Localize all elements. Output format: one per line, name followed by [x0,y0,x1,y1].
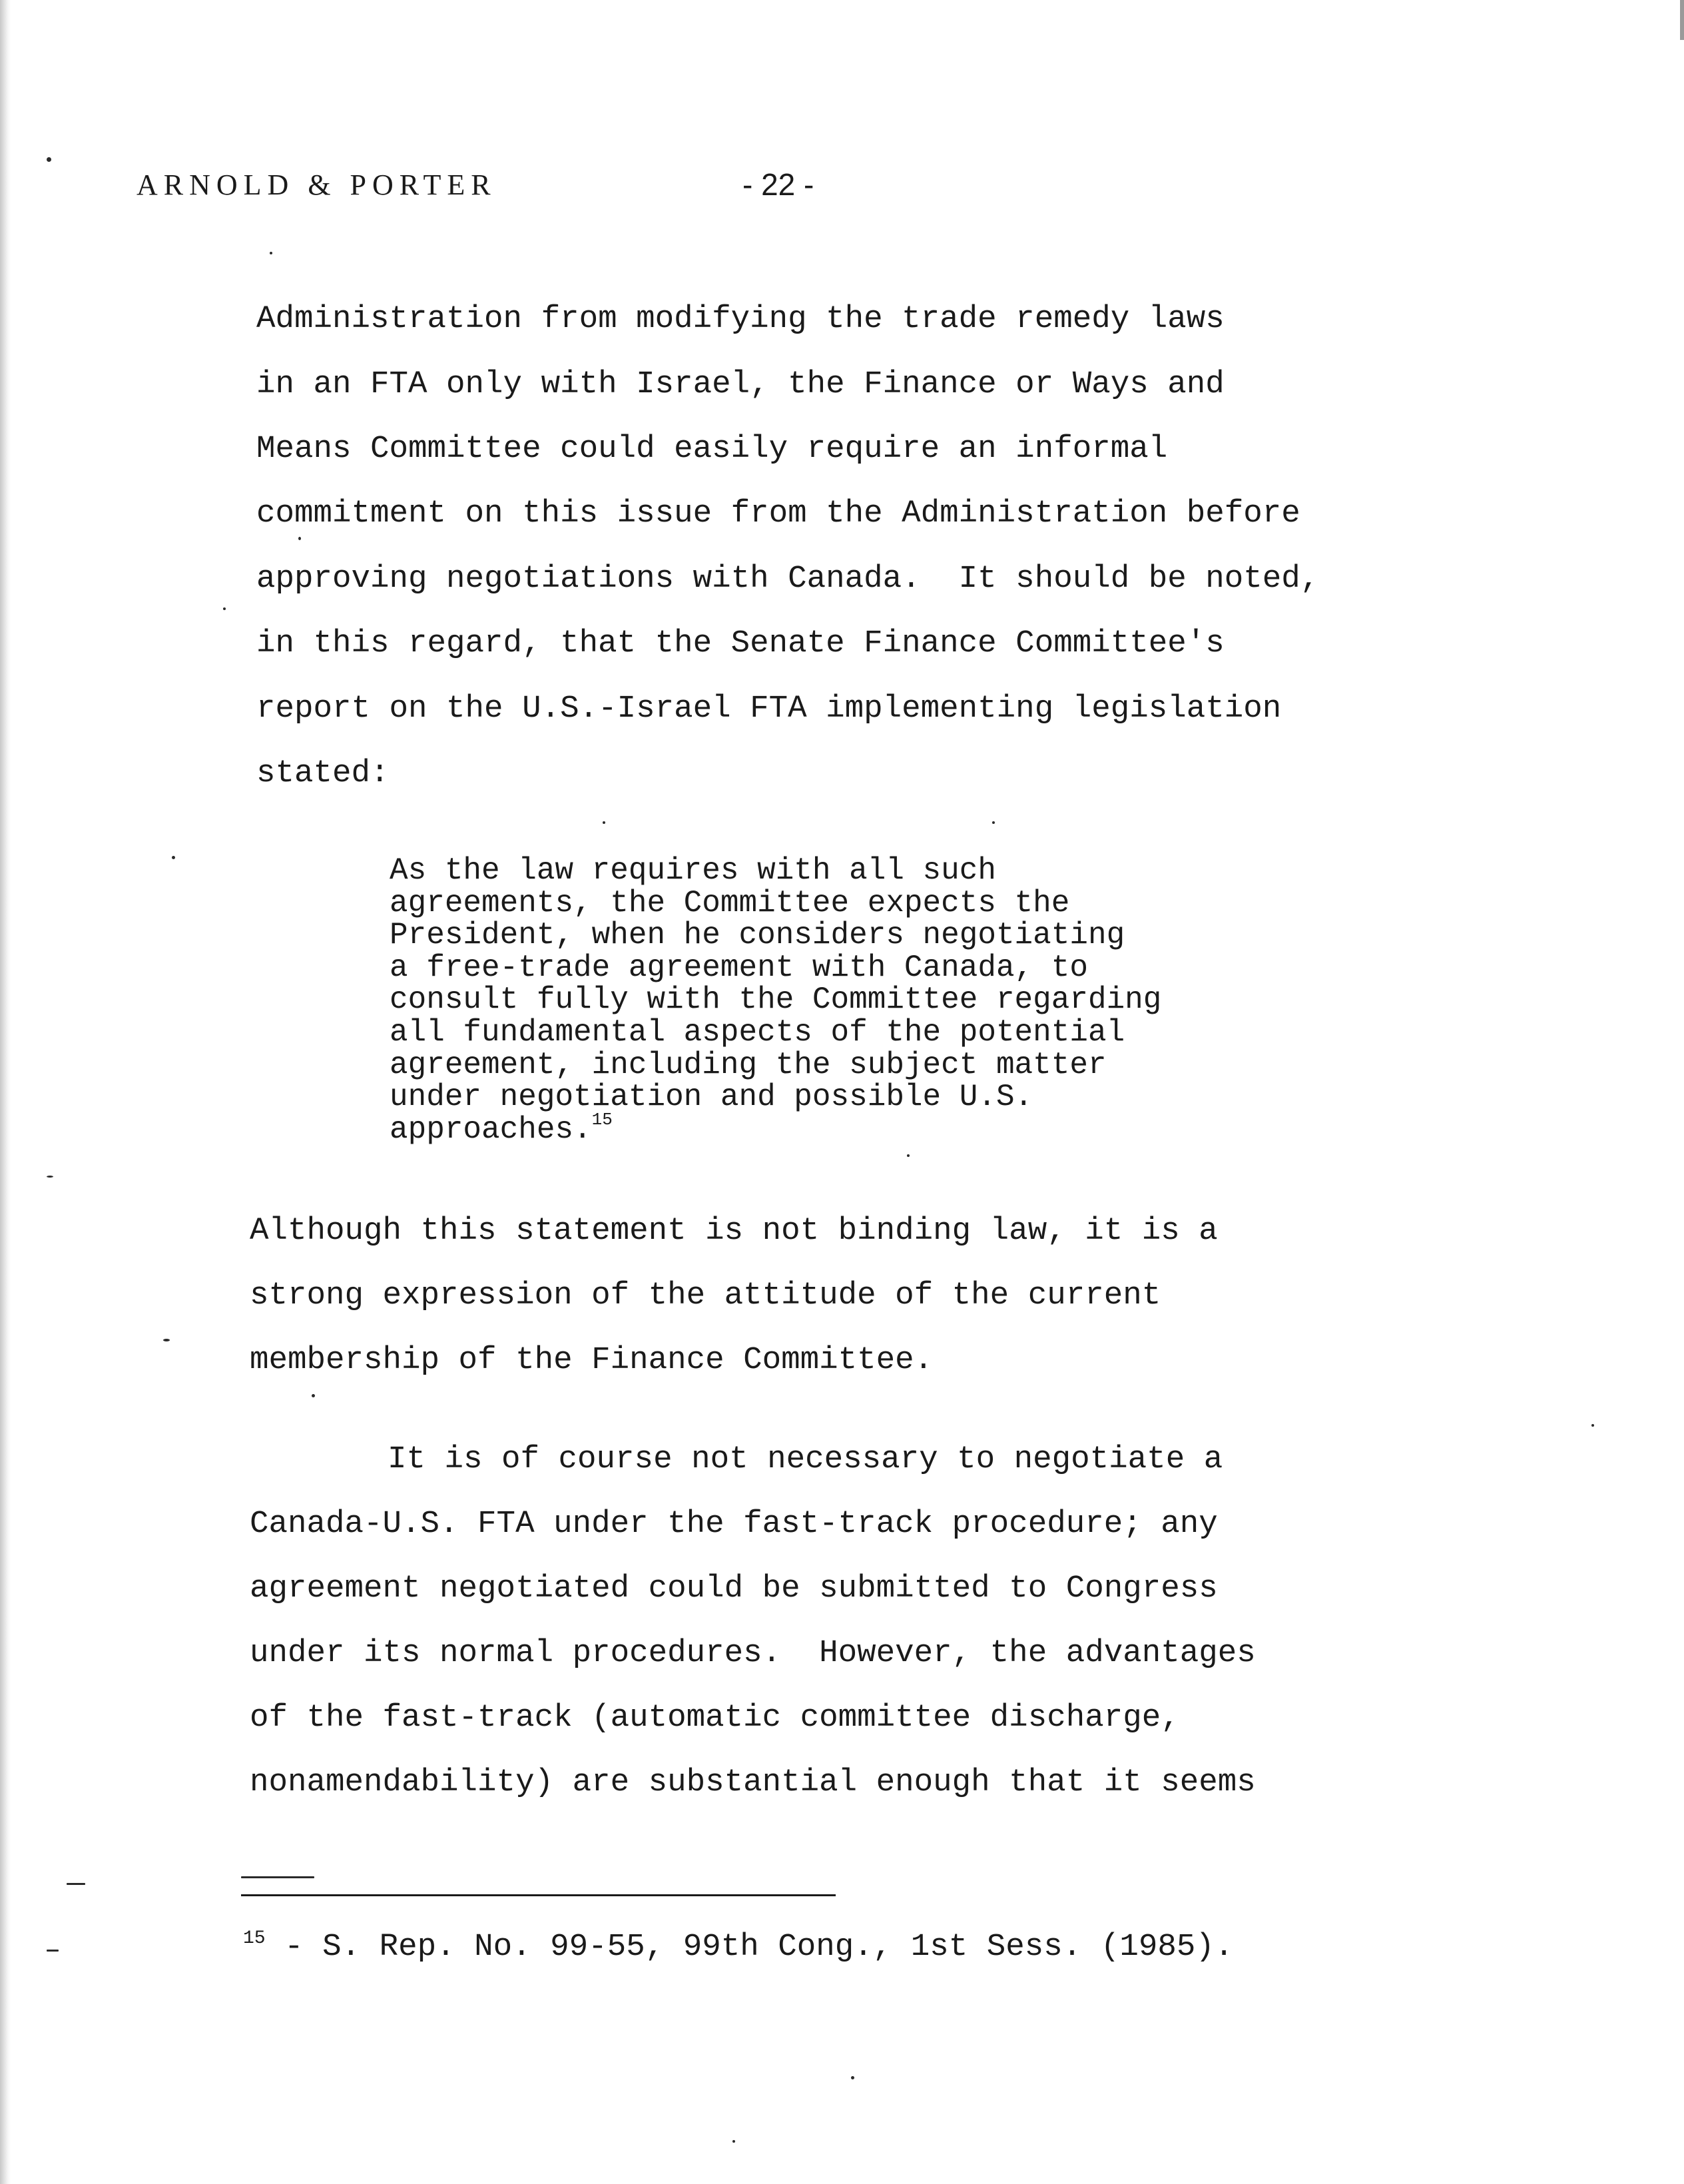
scan-speck [603,821,605,824]
quote-line-5: consult fully with the Committee regarding [390,982,1162,1018]
block-quote [390,855,1161,1146]
scan-edge-right [1680,0,1684,40]
paragraph-3-line-2: Canada-U.S. FTA under the fast-track procedure; any [250,1506,1218,1542]
paragraph-2-line-2: strong expression of the attitude of the current [250,1277,1161,1313]
paragraph-3-line-3: agreement negotiated could be submitted to Congress [250,1571,1218,1607]
quote-line-8: under negotiation and possible U.S. [390,1080,1033,1115]
paragraph-3-line-1: It is of course not necessary to negotiate a [388,1441,1223,1477]
scan-speck [47,157,51,162]
quote-line-9-text: approaches. [390,1112,592,1147]
paragraph-2-line-1: Although this statement is not binding law, it is a [250,1213,1218,1249]
scan-speck [992,821,995,824]
paragraph-3-line-6: nonamendability) are substantial enough that it seems [250,1764,1256,1800]
footnote-text: S. Rep. No. 99-55, 99th Cong., 1st Sess. (1985). [322,1929,1234,1965]
footnote-number: 15 [243,1928,266,1949]
scan-speck [163,1339,170,1341]
scan-speck [223,607,226,610]
scan-speck [172,856,175,859]
quote-line-6: all fundamental aspects of the potential [390,1014,1125,1050]
quote-line-4: a free-trade agreement with Canada, to [390,950,1088,985]
paragraph-1-line-8: stated: [256,755,390,791]
scan-speck [47,1176,53,1178]
footnote-dash: - [265,1929,323,1965]
firm-name-header: ARNOLD & PORTER [137,169,497,201]
footnote-reference[interactable]: 15 [591,1109,613,1130]
scan-smudge [67,1883,85,1885]
paragraph-1-line-1: Administration from modifying the trade remedy laws [256,301,1225,337]
scan-speck [312,1394,315,1397]
quote-line-7: agreement, including the subject matter [390,1047,1107,1082]
page-number: - 22 - [742,167,814,202]
scan-smudge [241,1876,314,1878]
scan-speck [851,2076,854,2079]
quote-line-1: As the law requires with all such [390,853,996,888]
scan-speck [298,537,301,540]
quote-line-2: agreements, the Committee expects the [390,885,1070,920]
paragraph-1-line-3: Means Committee could easily require an informal [256,431,1168,467]
paragraph-2-line-3: membership of the Finance Committee. [250,1342,934,1378]
scan-edge-left [0,0,11,2184]
scan-smudge [47,1950,59,1952]
paragraph-1-line-5: approving negotiations with Canada. It should be noted, [256,561,1320,597]
scan-speck [907,1154,910,1157]
scan-speck [732,2140,735,2143]
quote-line-3: President, when he considers negotiating [390,918,1125,953]
paragraph-1-line-4: commitment on this issue from the Administration before [256,496,1300,532]
quote-line-9 [390,1109,1161,1147]
paragraph-1-line-2: in an FTA only with Israel, the Finance or Ways and [256,366,1225,402]
footnote [243,1928,1234,1965]
scan-speck [1591,1424,1594,1427]
paragraph-3-line-4: under its normal procedures. However, the advantages [250,1635,1256,1671]
footnote-divider [241,1894,836,1896]
paragraph-1-line-6: in this regard, that the Senate Finance Committee's [256,625,1225,661]
paragraph-3-line-5: of the fast-track (automatic committee discharge, [250,1700,1180,1736]
scan-speck [270,252,272,254]
paragraph-1-line-7: report on the U.S.-Israel FTA implementing legislation [256,691,1282,727]
